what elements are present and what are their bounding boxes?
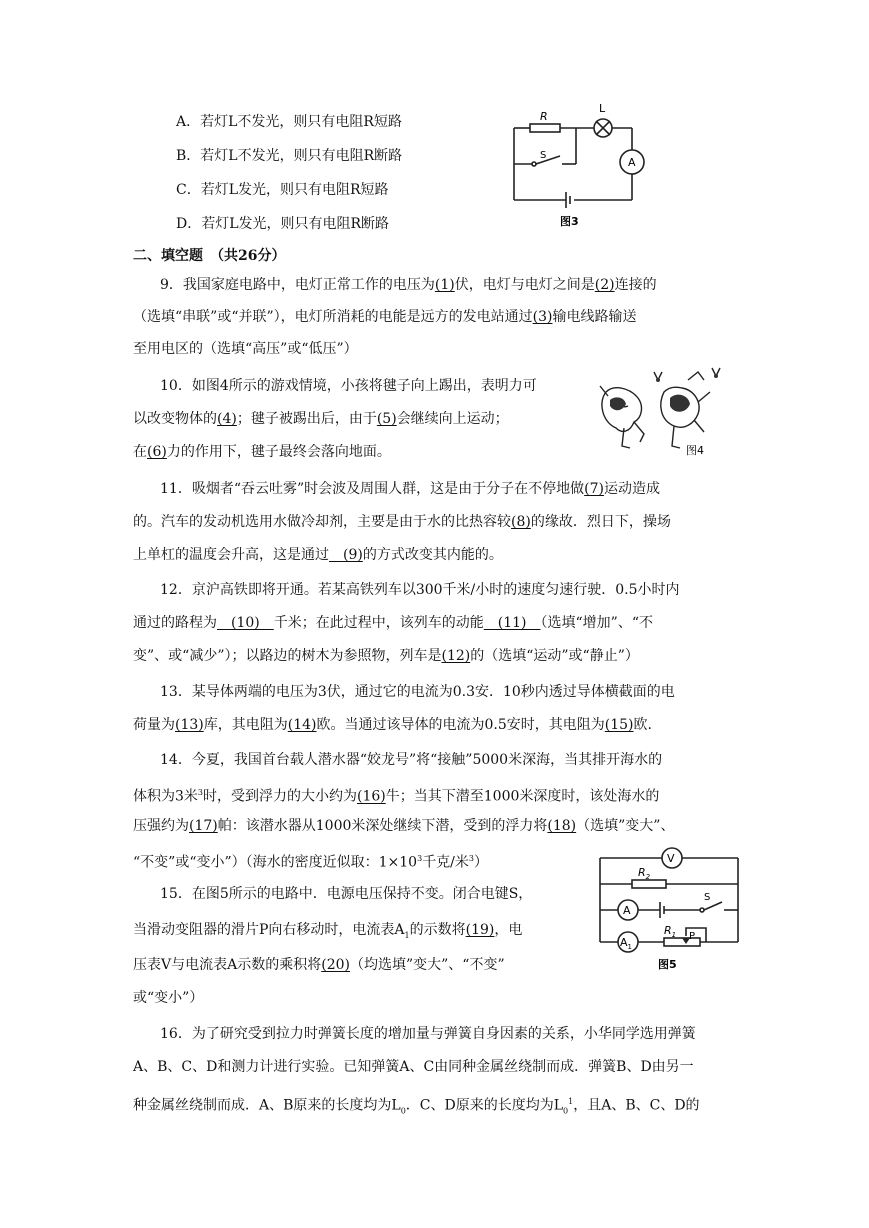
q11-line1: 11．吸烟者“吞云吐雾”时会波及周围人群，这是由于分子在不停地做(7)运动造成 <box>160 481 660 497</box>
blank-9: (9) <box>329 547 363 563</box>
blank-8: (8) <box>511 514 531 530</box>
fig5-a1-label: $A_1$ <box>620 936 632 951</box>
q10-line2: 以改变物体的(4)；毽子被踢出后，由于(5)会继续向上运动； <box>133 411 509 427</box>
fig4-caption: 图4 <box>686 444 704 457</box>
fig3-a-label: A <box>628 156 636 169</box>
blank-1: (1) <box>434 277 455 293</box>
option-a: A．若灯L不发光，则只有电阻R短路 <box>176 114 402 130</box>
fig5-caption: 图5 <box>658 958 677 971</box>
fig3-l-label: L <box>599 102 606 115</box>
q13-line2: 荷量为(13)库，其电阻为(14)欧。当通过该导体的电流为0.5安时，其电阻为(15)欧. <box>133 717 652 733</box>
blank-4: (4) <box>217 411 237 427</box>
figure-4-illustration <box>594 362 744 457</box>
blank-6: (6) <box>147 444 167 460</box>
q9-line2: （选填“串联”或“并联”），电灯所消耗的电能是远方的发电站通过(3)输电线路输送 <box>133 309 637 325</box>
q10-line1: 10．如图4所示的游戏情境，小孩将毽子向上踢出，表明力可 <box>160 378 537 394</box>
q14-line1: 14．今夏，我国首台载人潜水器“姣龙号”将“接触”5000米深海，当其排开海水的 <box>160 752 663 768</box>
blank-14: (14) <box>287 717 317 733</box>
fig3-r-label: R <box>540 110 548 123</box>
blank-7: (7) <box>584 481 604 497</box>
q16-line2: A、B、C、D和测力计进行实验。已知弹簧A、C由同种金属丝绕制而成．弹簧B、D由另一 <box>133 1059 694 1075</box>
figure-5-circuit <box>592 840 744 975</box>
blank-19: (19) <box>465 922 495 938</box>
fig3-s-label: S <box>540 150 547 161</box>
q9-line1: 9．我国家庭电路中，电灯正常工作的电压为(1)伏，电灯与电灯之间是(2)连接的 <box>160 277 657 293</box>
q12-line2: 通过的路程为 (10) 千米；在此过程中，该列车的动能 (11) （选填“增加”、“不 <box>133 615 653 631</box>
blank-13: (13) <box>175 717 204 733</box>
blank-10: (10) <box>217 615 274 631</box>
fig5-r2-label: $R_2$ <box>638 866 651 881</box>
fig5-r1-label: $R_1$ <box>664 924 677 939</box>
q9-line3: 至用电区的（选填“高压”或“低压”） <box>133 341 358 357</box>
q11-line2: 的。汽车的发动机选用水做冷却剂，主要是由于水的比热容较(8)的缘故．烈日下，操场 <box>133 514 671 530</box>
fig5-s-label: S <box>704 892 711 903</box>
blank-15: (15) <box>604 717 634 733</box>
blank-2: (2) <box>594 277 615 293</box>
fig3-caption: 图3 <box>560 215 579 228</box>
blank-11: (11) <box>483 615 541 631</box>
resistor-r <box>530 124 560 132</box>
q16-line3: 种金属丝绕制而成．A、B原来的长度均为$L_0$．C、D原来的长度均为$L_0^1$，且A、B、C、D的 <box>133 1097 700 1116</box>
option-d: D．若灯L发光，则只有电阻R断路 <box>176 216 390 232</box>
blank-12: (12) <box>441 648 471 664</box>
q14-line4: “不变”或“变小”）（海水的密度近似取：$1\times 10^3$千克/米$^3$） <box>133 854 488 871</box>
q16-line1: 16．为了研究受到拉力时弹簧长度的增加量与弹簧自身因素的关系，小华同学选用弹簧 <box>160 1026 696 1042</box>
q15-line1: 15．在图5所示的电路中．电源电压保持不变。闭合电键S， <box>160 886 533 902</box>
blank-18: (18) <box>547 818 577 834</box>
blank-16: (16) <box>357 788 386 805</box>
figure-3-circuit <box>500 100 650 230</box>
q15-line3: 压表V与电流表A示数的乘积将(20)（均选填”变大”、“不变” <box>133 957 505 973</box>
q15-line4: 或“变小”） <box>133 990 204 1006</box>
q14-line2: 体积为3米$^3$时，受到浮力的大小约为(16)牛；当其下潜至1000米深度时，该处海水的 <box>133 788 660 805</box>
fig5-p-label: P <box>689 931 696 942</box>
q15-line2: 当滑动变阻器的滑片P向右移动时，电流表$A_1$的示数将(19)，电 <box>133 922 523 940</box>
section-heading: 二、填空题 （共26分） <box>133 248 286 264</box>
q11-line3: 上单杠的温度会升高，这是通过 (9)的方式改变其内能的。 <box>133 547 503 563</box>
blank-5: (5) <box>376 411 397 427</box>
q12-line1: 12．京沪高铁即将开通。若某高铁列车以300千米/小时的速度匀速行驶．0.5小时内 <box>160 582 680 598</box>
option-c: C．若灯L发光，则只有电阻R短路 <box>176 182 389 198</box>
q12-line3: 变”、或“减少”）；以路边的树木为参照物，列车是(12)的（选填“运动”或“静止”） <box>133 648 639 664</box>
blank-17: (17) <box>189 818 218 834</box>
fig5-a-label: A <box>623 904 631 917</box>
option-b: B．若灯L不发光，则只有电阻R断路 <box>176 148 403 164</box>
q10-line3: 在(6)力的作用下，毽子最终会落向地面。 <box>133 444 391 460</box>
resistor-r2 <box>632 880 666 888</box>
q14-line3: 压强约为(17)帕：该潜水器从1000米深处继续下潜，受到的浮力将(18)（选填”变大”、 <box>133 818 675 834</box>
q13-line1: 13．某导体两端的电压为3伏，通过它的电流为0.3安．10秒内透过导体横截面的电 <box>160 684 675 700</box>
blank-3: (3) <box>532 309 553 325</box>
blank-20: (20) <box>321 957 350 973</box>
fig5-v-label: V <box>667 852 675 865</box>
